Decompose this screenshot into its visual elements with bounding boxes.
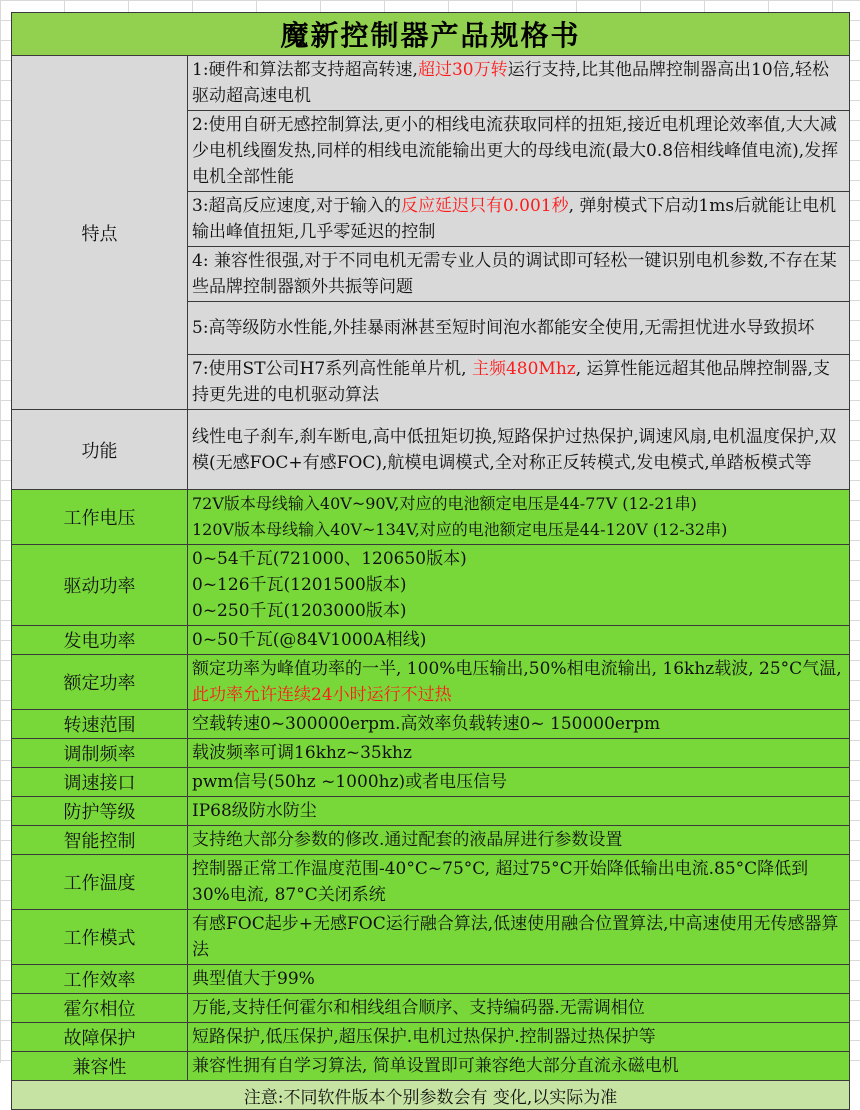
- spec-label[interactable]: 额定功率: [12, 655, 188, 710]
- feature-item[interactable]: 4: 兼容性很强,对于不同电机无需专业人员的调试即可轻松一键识别电机参数,不存在某些品牌控制器额外共振等问题: [188, 247, 850, 302]
- spec-value[interactable]: 短路保护,低压保护,超压保护.电机过热保护.控制器过热保护等: [188, 1023, 850, 1052]
- spec-row: [12, 768, 850, 797]
- feature-item[interactable]: 1:硬件和算法都支持超高转速,超过30万转运行支持,比其他品牌控制器高出10倍,轻松驱动超高速电机: [188, 56, 850, 111]
- spec-row: [12, 1023, 850, 1052]
- function-value[interactable]: 线性电子刹车,刹车断电,高中低扭矩切换,短路保护过热保护,调速风扇,电机温度保护,双模(无感FOC+有感FOC),航模电调模式,全对称正反转模式,发电模式,单踏板模式等: [188, 410, 850, 490]
- feature-row: [12, 56, 850, 111]
- feature-item[interactable]: 2:使用自研无感控制算法,更小的相线电流获取同样的扭矩,接近电机理论效率值,大大减少电机线圈发热,同样的相线电流能输出更大的母线电流(最大0.8倍相线峰值电流),发挥电机全部性能: [188, 111, 850, 192]
- spec-value[interactable]: 0~50千瓦(@84V1000A相线): [188, 626, 850, 655]
- spec-value[interactable]: pwm信号(50hz ~1000hz)或者电压信号: [188, 768, 850, 797]
- footnote[interactable]: 注意:不同软件版本个别参数会有 变化,以实际为准: [12, 1081, 850, 1110]
- spec-row: [12, 626, 850, 655]
- spec-label[interactable]: 工作模式: [12, 910, 188, 965]
- spec-value[interactable]: 空载转速0~300000erpm.高效率负载转速0~ 150000erpm: [188, 710, 850, 739]
- spec-label[interactable]: 调速接口: [12, 768, 188, 797]
- function-row: [12, 410, 850, 490]
- spec-label[interactable]: 工作效率: [12, 965, 188, 994]
- features-label[interactable]: 特点: [12, 56, 188, 410]
- spec-label[interactable]: 防护等级: [12, 797, 188, 826]
- spec-value[interactable]: 控制器正常工作温度范围-40°C~75°C, 超过75°C开始降低输出电流.85°C降低到30%电流, 87°C关闭系统: [188, 855, 850, 910]
- spec-value[interactable]: 典型值大于99%: [188, 965, 850, 994]
- spec-value[interactable]: 0~54千瓦(721000、120650版本) 0~126千瓦(1201500版本) 0~250千瓦(1203000版本): [188, 545, 850, 626]
- spec-row: [12, 910, 850, 965]
- spec-label[interactable]: 智能控制: [12, 826, 188, 855]
- spec-value[interactable]: 兼容性拥有自学习算法, 简单设置即可兼容绝大部分直流永磁电机: [188, 1052, 850, 1081]
- note-row: [12, 1081, 850, 1110]
- spec-row: [12, 826, 850, 855]
- spec-value[interactable]: 额定功率为峰值功率的一半, 100%电压输出,50%相电流输出, 16khz载波, 25°C气温,此功率允许连续24小时运行不过热: [188, 655, 850, 710]
- spec-label[interactable]: 故障保护: [12, 1023, 188, 1052]
- spec-label[interactable]: 兼容性: [12, 1052, 188, 1081]
- spec-value[interactable]: 载波频率可调16khz~35khz: [188, 739, 850, 768]
- page-title[interactable]: 魔新控制器产品规格书: [12, 13, 850, 56]
- spec-row: [12, 739, 850, 768]
- spec-value[interactable]: 72V版本母线输入40V~90V,对应的电池额定电压是44-77V (12-21串) 120V版本母线输入40V~134V,对应的电池额定电压是44-120V (12-32串): [188, 490, 850, 545]
- spec-row: [12, 490, 850, 545]
- spec-value[interactable]: 支持绝大部分参数的修改.通过配套的液晶屏进行参数设置: [188, 826, 850, 855]
- feature-item[interactable]: 3:超高反应速度,对于输入的反应延迟只有0.001秒, 弹射模式下启动1ms后就能让电机输出峰值扭矩,几乎零延迟的控制: [188, 192, 850, 247]
- spec-table: [11, 12, 850, 1110]
- spec-label[interactable]: 转速范围: [12, 710, 188, 739]
- spec-value[interactable]: 万能,支持任何霍尔和相线组合顺序、支持编码器.无需调相位: [188, 994, 850, 1023]
- spec-value[interactable]: IP68级防水防尘: [188, 797, 850, 826]
- spec-label[interactable]: 驱动功率: [12, 545, 188, 626]
- spec-row: [12, 797, 850, 826]
- spec-label[interactable]: 调制频率: [12, 739, 188, 768]
- spec-label[interactable]: 工作温度: [12, 855, 188, 910]
- spec-value[interactable]: 有感FOC起步+无感FOC运行融合算法,低速使用融合位置算法,中高速使用无传感器算法: [188, 910, 850, 965]
- feature-item[interactable]: 7:使用ST公司H7系列高性能单片机, 主频480Mhz, 运算性能远超其他品牌控制器,支持更先进的电机驱动算法: [188, 355, 850, 410]
- spec-row: [12, 855, 850, 910]
- spec-row: [12, 545, 850, 626]
- spec-row: [12, 994, 850, 1023]
- spec-row: [12, 710, 850, 739]
- feature-item[interactable]: 5:高等级防水性能,外挂暴雨淋甚至短时间泡水都能安全使用,无需担忧进水导致损坏: [188, 302, 850, 355]
- spec-label[interactable]: 霍尔相位: [12, 994, 188, 1023]
- spec-row: [12, 1052, 850, 1081]
- spec-label[interactable]: 工作电压: [12, 490, 188, 545]
- spec-row: [12, 965, 850, 994]
- title-row: [12, 13, 850, 56]
- spec-row: [12, 655, 850, 710]
- function-label[interactable]: 功能: [12, 410, 188, 490]
- spec-label[interactable]: 发电功率: [12, 626, 188, 655]
